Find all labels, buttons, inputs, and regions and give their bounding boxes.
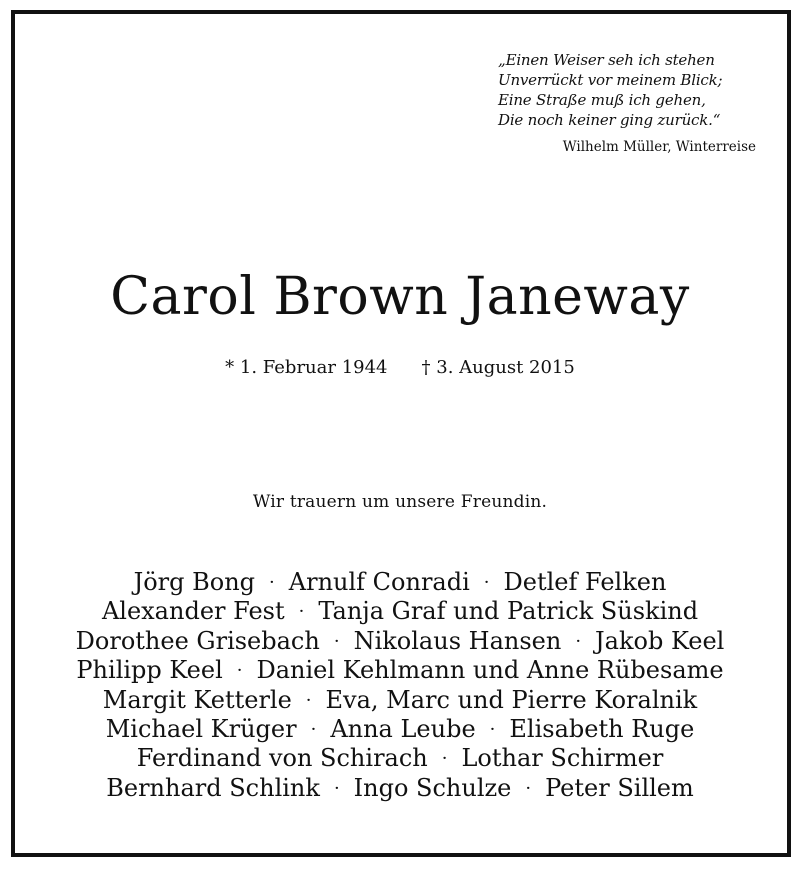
mourner-list xyxy=(0,568,800,803)
birth-date: * 1. Februar 1944 xyxy=(225,357,388,378)
name-separator: · xyxy=(269,572,275,593)
mourning-statement: Wir trauern um unsere Freundin. xyxy=(252,492,548,512)
name-separator: · xyxy=(333,630,340,652)
name-separator: · xyxy=(441,748,448,770)
mourner-name: Jakob Keel xyxy=(595,626,725,655)
mourner-name: Lothar Schirmer xyxy=(461,744,664,773)
poem-line: „Einen Weiser seh ich stehen xyxy=(498,51,715,69)
mourner-name: Michael Krüger xyxy=(105,715,297,744)
name-separator: · xyxy=(483,572,490,593)
mourner-name: Dorothee Grisebach xyxy=(75,626,320,655)
poem-line: Unverrückt vor meinem Blick; xyxy=(498,71,723,89)
mourner-name: Jörg Bong xyxy=(133,568,256,596)
mourner-row xyxy=(0,715,800,744)
mourner-row xyxy=(0,597,800,626)
name-separator: · xyxy=(489,719,496,741)
mourner-name: Detlef Felken xyxy=(503,568,667,596)
name-separator: · xyxy=(305,689,312,711)
mourner-row xyxy=(0,686,800,715)
name-separator: · xyxy=(298,601,305,623)
mourner-name: Ferdinand von Schirach xyxy=(136,744,428,773)
mourner-name: Philipp Keel xyxy=(76,656,223,685)
mourner-row xyxy=(0,744,800,773)
name-separator: · xyxy=(525,777,532,799)
mourner-name: Margit Ketterle xyxy=(102,685,292,714)
mourner-name: Arnulf Conradi xyxy=(288,568,470,596)
death-date: † 3. August 2015 xyxy=(421,357,575,378)
mourner-name: Daniel Kehlmann und Anne Rübesame xyxy=(256,656,724,685)
mourner-name: Tanja Graf und Patrick Süskind xyxy=(318,597,699,626)
poem-line: Eine Straße muß ich gehen, xyxy=(498,91,706,109)
mourner-row xyxy=(0,627,800,656)
mourner-row xyxy=(0,568,800,597)
name-separator: · xyxy=(310,719,317,741)
mourner-name: Nikolaus Hansen xyxy=(353,626,562,655)
mourner-name: Ingo Schulze xyxy=(353,773,512,802)
mourner-name: Peter Sillem xyxy=(545,773,694,802)
mourner-name: Bernhard Schlink xyxy=(106,773,320,802)
mourner-row xyxy=(0,774,800,803)
life-dates xyxy=(0,355,800,381)
name-separator: · xyxy=(575,630,582,652)
name-separator: · xyxy=(333,777,340,799)
mourner-name: Alexander Fest xyxy=(101,597,285,626)
poem-attribution: Wilhelm Müller, Winterreise xyxy=(562,139,756,155)
mourner-row xyxy=(0,656,800,685)
mourner-name: Anna Leube xyxy=(330,715,476,744)
mourner-name: Elisabeth Ruge xyxy=(509,715,695,744)
poem-line: Die noch keiner ging zurück.“ xyxy=(498,111,721,129)
mourner-name: Eva, Marc und Pierre Koralnik xyxy=(325,685,698,714)
deceased-name: Carol Brown Janeway xyxy=(110,267,690,327)
name-separator: · xyxy=(236,660,243,682)
poem-quote xyxy=(496,50,756,155)
